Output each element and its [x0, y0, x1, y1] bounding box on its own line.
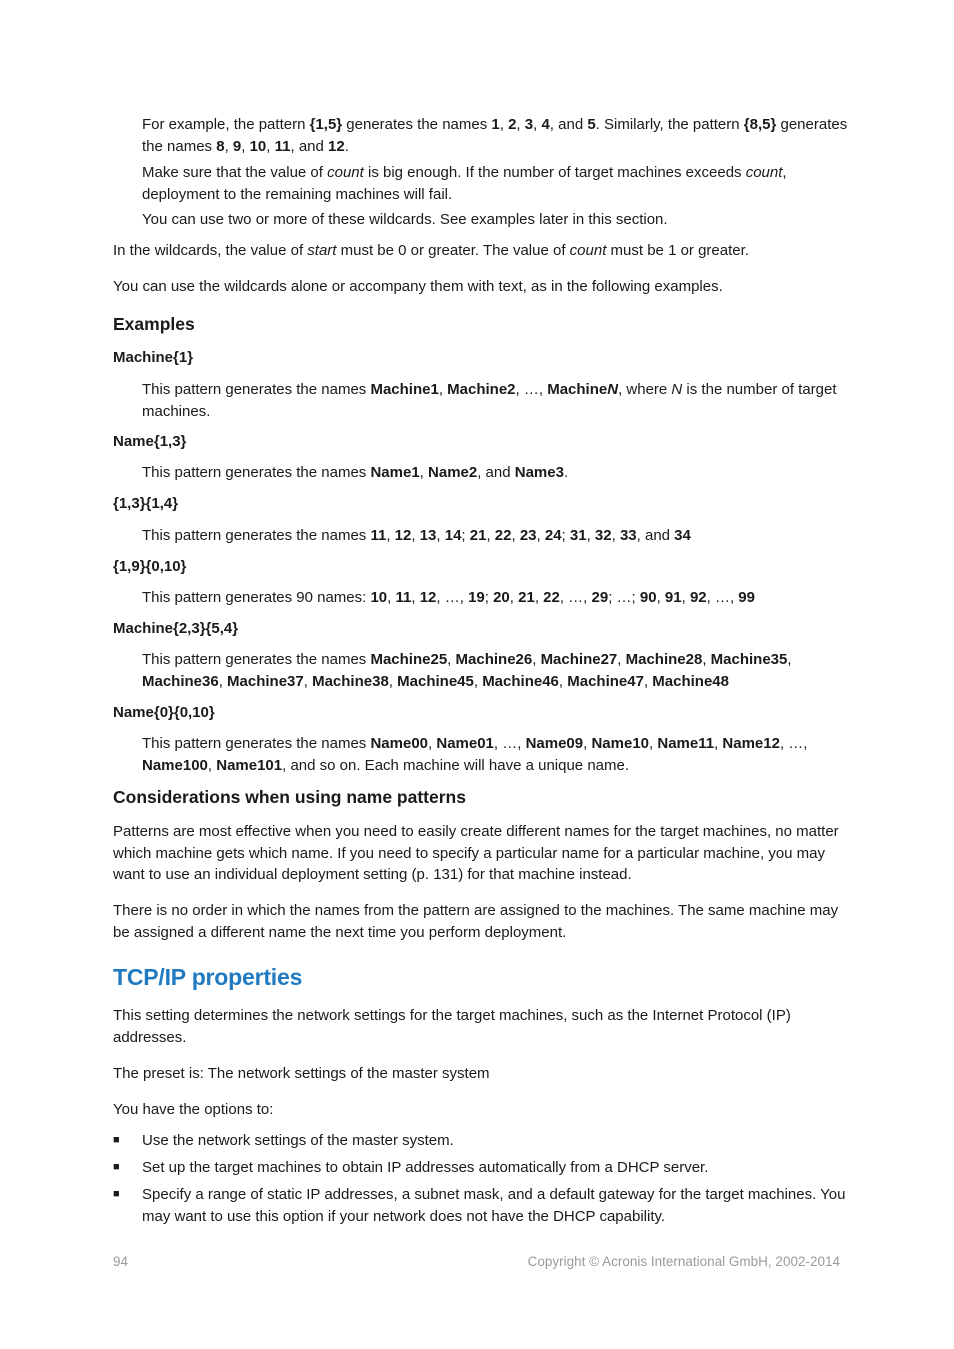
- separator: , …,: [493, 735, 526, 752]
- term: count: [327, 164, 364, 181]
- separator: ,: [681, 589, 690, 606]
- generated-name: 31: [569, 527, 587, 544]
- name: Name2: [428, 464, 478, 481]
- generated-name: 22: [543, 589, 560, 606]
- generated-name: 33: [619, 527, 637, 544]
- generated-name: 11: [395, 589, 412, 606]
- generated-name: Name101: [216, 756, 283, 774]
- separator: ,: [649, 735, 658, 752]
- generated-name: 11: [370, 527, 387, 544]
- name: 1: [491, 116, 500, 133]
- wildcard-values-paragraph: [113, 240, 848, 262]
- sep: ,: [241, 137, 250, 155]
- generated-name: 21: [469, 527, 487, 544]
- bullet-icon: ■: [113, 1188, 120, 1200]
- count-warning-paragraph: [142, 162, 852, 205]
- separator: ,: [411, 589, 420, 606]
- name: Name1: [370, 464, 420, 481]
- name-sequence: [370, 589, 755, 606]
- sep: .: [344, 137, 349, 155]
- sep: ,: [419, 464, 429, 481]
- separator: ,: [643, 672, 653, 690]
- example-title: {1,9}{0,10}: [113, 558, 187, 575]
- wildcards-usage-paragraph: You can use the wildcards alone or accompany them with text, as in the following examples.: [113, 278, 723, 295]
- example-title: Name{0}{0,10}: [113, 704, 215, 721]
- text: generates the names: [342, 116, 492, 133]
- generated-name: 12: [419, 589, 437, 606]
- text: For example, the pattern: [142, 116, 310, 133]
- considerations-heading: Considerations when using name patterns: [113, 787, 466, 807]
- generated-name: Machine47: [567, 672, 644, 690]
- separator: ,: [473, 672, 483, 690]
- sep: ,: [266, 137, 275, 155]
- sep: ,: [516, 116, 525, 133]
- sep: .: [563, 464, 569, 481]
- generated-name: 20: [493, 589, 510, 606]
- generated-name: Machine25: [370, 651, 448, 668]
- name: 4: [541, 116, 550, 133]
- separator: ,: [387, 589, 396, 606]
- page-number: 94: [113, 1254, 129, 1269]
- name: Name3: [514, 464, 564, 481]
- name-stem: Machine: [547, 381, 608, 398]
- generated-name: 32: [594, 527, 612, 544]
- generated-name: 13: [419, 527, 437, 544]
- list-item-text: Use the network settings of the master system.: [142, 1132, 454, 1149]
- separator: ,: [386, 527, 395, 544]
- generated-name: Name12: [722, 735, 780, 752]
- separator: ;: [461, 527, 470, 544]
- separator: ;: [484, 589, 494, 606]
- tcpip-preset: The preset is: The network settings of the master system: [113, 1065, 490, 1082]
- separator: ,: [511, 527, 520, 544]
- considerations-paragraph: There is no order in which the names from the pattern are assigned to the machines. The same machine may be assigned a different name the next time you perform deployment.: [113, 902, 839, 941]
- separator: , and: [636, 527, 675, 544]
- separator: ,: [534, 589, 544, 606]
- example-description: [142, 649, 852, 692]
- separator: ,: [586, 527, 595, 544]
- text: In the wildcards, the value of: [113, 242, 308, 259]
- text: This pattern generates 90 names:: [142, 589, 371, 606]
- generated-name: Machine46: [482, 672, 559, 690]
- text: This pattern generates the names: [142, 651, 371, 668]
- example-description: [142, 587, 852, 609]
- example-description: [142, 462, 852, 484]
- text: This pattern generates the names: [142, 464, 371, 481]
- text: generates the names: [142, 116, 848, 155]
- pattern-example-paragraph: [142, 114, 852, 157]
- example-title: Name{1,3}: [113, 433, 187, 450]
- name: 10: [249, 137, 267, 155]
- generated-name: Machine27: [540, 651, 618, 668]
- example-description: [142, 379, 852, 422]
- separator: ,: [207, 756, 217, 774]
- term: count: [745, 164, 783, 181]
- separator: ,: [656, 589, 665, 606]
- separator: ,: [486, 527, 495, 544]
- list-item-text: Set up the target machines to obtain IP addresses automatically from a DHCP server.: [142, 1159, 709, 1176]
- text: must be 0 or greater. The value of: [336, 242, 570, 259]
- tcpip-description: This setting determines the network settings for the target machines, such as the Internet Protocol (IP) addresses.: [113, 1007, 791, 1046]
- separator: ,: [218, 672, 228, 690]
- generated-name: Machine45: [397, 672, 474, 690]
- term: count: [569, 242, 607, 259]
- name: 12: [328, 137, 345, 155]
- generated-name: Name00: [370, 735, 429, 752]
- separator: , …,: [436, 589, 469, 606]
- separator: , …,: [559, 589, 592, 606]
- separator: ,: [787, 651, 792, 668]
- name: [547, 381, 618, 398]
- generated-name: Name100: [142, 756, 208, 774]
- pattern: {1,5}: [309, 116, 343, 133]
- text: must be 1 or greater.: [606, 242, 749, 259]
- separator: ,: [611, 527, 620, 544]
- examples-heading: Examples: [113, 314, 195, 334]
- text: Make sure that the value of: [142, 164, 328, 181]
- text: , deployment to the remaining machines will fail.: [142, 164, 787, 203]
- bullet-icon: ■: [113, 1134, 120, 1146]
- name: 9: [232, 137, 242, 155]
- variable: N: [671, 381, 683, 398]
- variable: N: [607, 381, 619, 398]
- term: start: [307, 242, 337, 259]
- generated-name: Machine38: [312, 672, 389, 690]
- separator: ,: [617, 651, 626, 668]
- name: 11: [274, 137, 291, 155]
- generated-name: 99: [738, 589, 755, 606]
- generated-name: 92: [689, 589, 707, 606]
- generated-name: Name09: [525, 735, 584, 752]
- generated-name: 29: [591, 589, 609, 606]
- generated-name: Machine36: [142, 672, 219, 690]
- text: is big enough. If the number of target machines exceeds: [363, 164, 746, 181]
- generated-name: 21: [518, 589, 535, 606]
- separator: , …,: [779, 735, 808, 752]
- generated-name: 12: [394, 527, 412, 544]
- sep: ,: [533, 116, 542, 133]
- generated-name: 90: [639, 589, 657, 606]
- example-description: [142, 733, 852, 776]
- considerations-paragraph: Patterns are most effective when you need to easily create different names for the target machines, no matter which machine gets which name. If you need to specify a particular name for a particular machine, you may want to use an individual deployment setting (p. 131) for that machine instead.: [113, 823, 839, 883]
- separator: ,: [714, 735, 723, 752]
- separator: ,: [428, 735, 437, 752]
- name: 8: [216, 137, 225, 155]
- text: This pattern generates the names: [142, 381, 371, 398]
- separator: ; …;: [608, 589, 640, 606]
- separator: ,: [583, 735, 592, 752]
- separator: ,: [411, 527, 420, 544]
- generated-name: Name11: [657, 735, 715, 752]
- separator: ,: [702, 651, 711, 668]
- text: is the number of target machines.: [142, 381, 837, 420]
- example-title: Machine{1}: [113, 349, 194, 366]
- text: This pattern generates the names: [142, 527, 371, 544]
- sep: ,: [438, 381, 448, 398]
- generated-name: Machine48: [652, 672, 729, 690]
- copyright-notice: Copyright © Acronis International GmbH, 2002-2014: [527, 1254, 840, 1269]
- name: Machine1: [370, 381, 439, 398]
- name-sequence: [370, 527, 690, 544]
- separator: ,: [532, 651, 541, 668]
- text: . Similarly, the pattern: [595, 116, 744, 133]
- separator: ,: [436, 527, 445, 544]
- generated-name: Name10: [591, 735, 650, 752]
- sep: , …,: [515, 381, 548, 398]
- example-title: {1,3}{1,4}: [113, 495, 179, 512]
- generated-name: Name01: [436, 735, 494, 752]
- generated-name: 14: [444, 527, 462, 544]
- separator: ,: [303, 672, 313, 690]
- sep: ,: [224, 137, 233, 155]
- separator: ,: [509, 589, 519, 606]
- example-description: [142, 525, 852, 547]
- tcpip-heading: TCP/IP properties: [113, 964, 303, 990]
- generated-name: 10: [370, 589, 388, 606]
- name: Machine2: [447, 381, 516, 398]
- list-item-text: Specify a range of static IP addresses, a subnet mask, and a default gateway for the target machines. You may want to use this option if your network does not have the DHCP capability.: [142, 1186, 846, 1225]
- generated-name: Machine37: [227, 672, 304, 690]
- text: , where: [618, 381, 672, 398]
- sep: , and: [477, 464, 515, 481]
- name: 2: [508, 116, 517, 133]
- multiple-wildcards-paragraph: You can use two or more of these wildcards. See examples later in this section.: [142, 211, 668, 228]
- generated-name: 23: [519, 527, 537, 544]
- separator: ,: [388, 672, 398, 690]
- pattern: {8,5}: [743, 116, 777, 133]
- name: 5: [587, 116, 596, 133]
- text: , and so on. Each machine will have a unique name.: [282, 756, 630, 774]
- sep: ,: [499, 116, 509, 133]
- name: 3: [524, 116, 534, 133]
- text: This pattern generates the names: [142, 735, 371, 752]
- separator: ,: [536, 527, 545, 544]
- generated-name: Machine26: [455, 651, 533, 668]
- separator: ,: [558, 672, 568, 690]
- generated-name: Machine28: [625, 651, 703, 668]
- separator: , …,: [706, 589, 739, 606]
- generated-name: 24: [544, 527, 562, 544]
- separator: ;: [561, 527, 570, 544]
- generated-name: 91: [664, 589, 682, 606]
- example-title: Machine{2,3}{5,4}: [113, 620, 239, 637]
- sep: , and: [290, 137, 329, 155]
- sep: , and: [549, 116, 588, 133]
- bullet-icon: ■: [113, 1161, 120, 1173]
- generated-name: Machine35: [710, 651, 788, 668]
- generated-name: 34: [674, 527, 691, 544]
- separator: ,: [447, 651, 456, 668]
- tcpip-options-intro: You have the options to:: [113, 1101, 274, 1118]
- generated-name: 19: [468, 589, 485, 606]
- generated-name: 22: [494, 527, 512, 544]
